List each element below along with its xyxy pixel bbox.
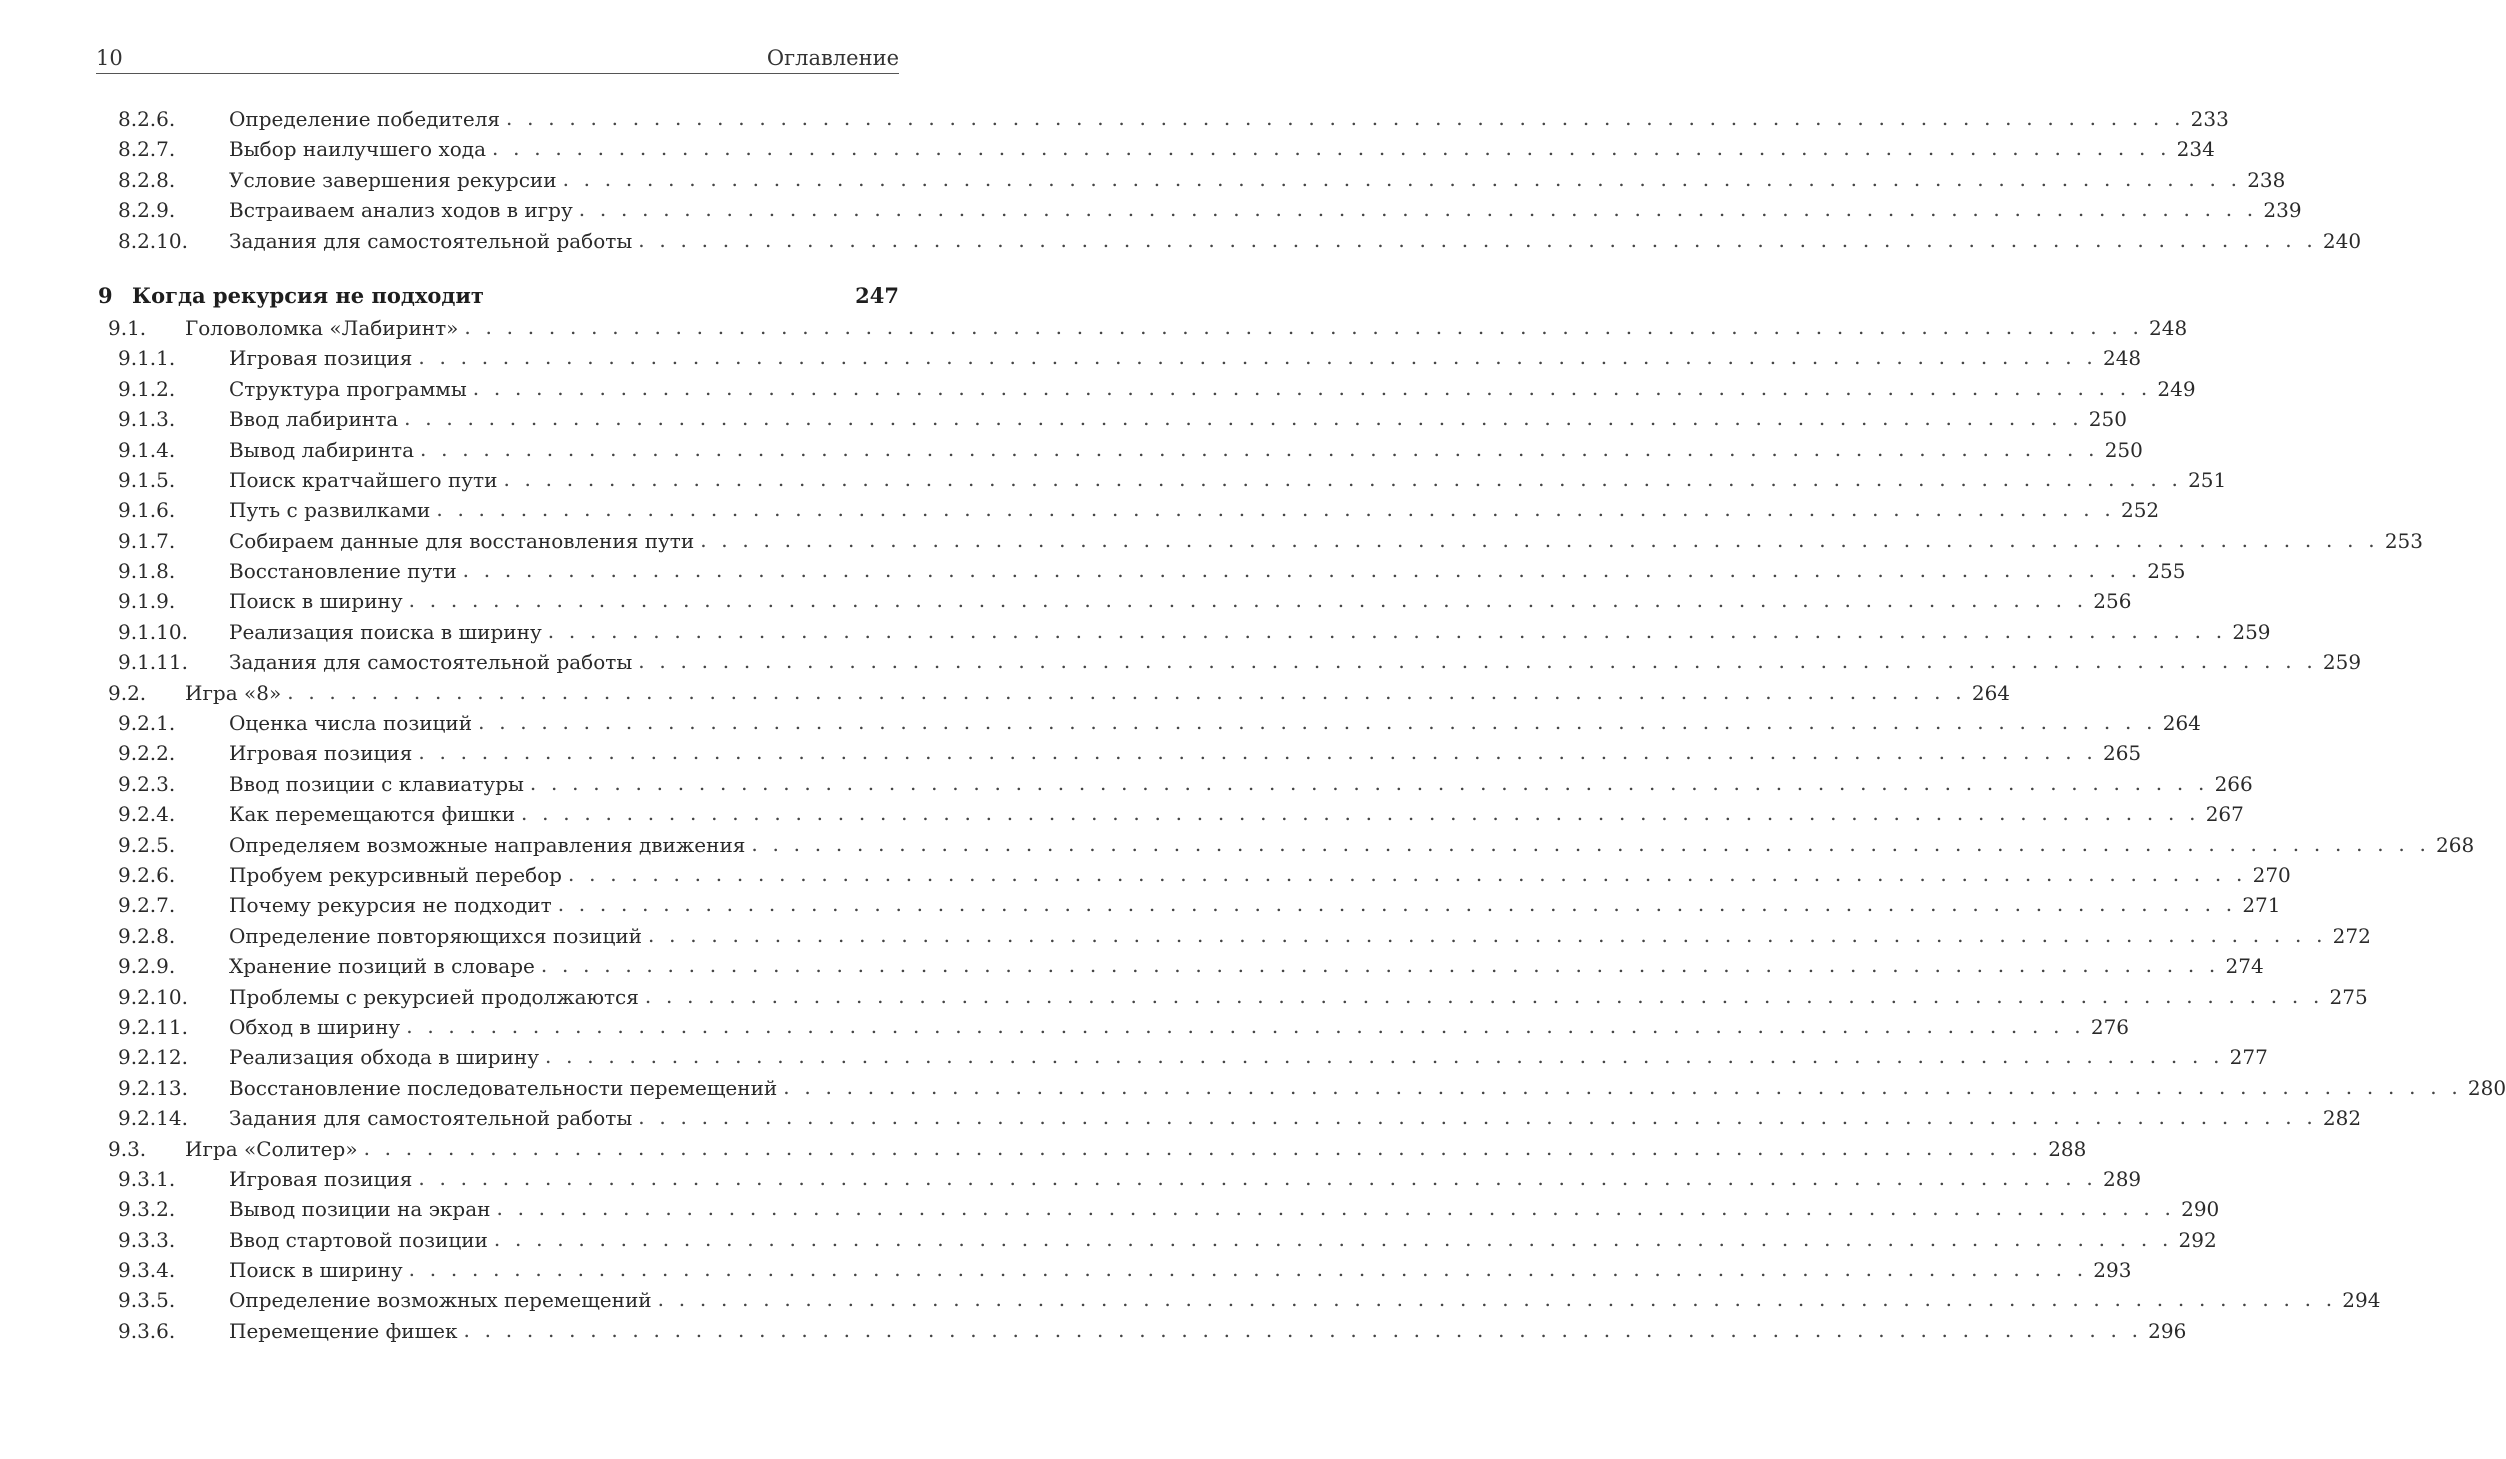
toc-subsection-entry[interactable] <box>96 1285 2381 1315</box>
entry-number: 9.2. <box>108 680 147 705</box>
entry-title: Игровая позиция <box>229 741 413 766</box>
toc-subsection-entry[interactable] <box>96 890 2281 920</box>
entry-number: 9.1.3. <box>118 407 176 432</box>
entry-page: 239 <box>2263 198 2302 223</box>
entry-number: 8.2.8. <box>118 167 176 192</box>
entry-title: Игра «Солитер» <box>185 1136 358 1161</box>
toc-subsection-entry[interactable] <box>96 860 2291 890</box>
toc-subsection-entry[interactable] <box>96 830 2475 860</box>
entry-page: 248 <box>2149 315 2188 340</box>
entry-number: 9.2.2. <box>118 741 176 766</box>
entry-title: Почему рекурсия не подходит <box>229 893 552 918</box>
toc-subsection-entry[interactable] <box>96 982 2368 1012</box>
chapter-heading[interactable] <box>96 279 899 313</box>
entry-page: 238 <box>2247 167 2286 192</box>
entry-title: Реализация обхода в ширину <box>229 1045 540 1070</box>
entry-number: 9.1.10. <box>118 619 188 644</box>
entry-title: Игра «8» <box>185 680 282 705</box>
entry-title: Структура программы <box>229 376 467 401</box>
dot-leader <box>409 585 2088 615</box>
entry-page: 288 <box>2048 1136 2087 1161</box>
header-rule <box>96 73 899 74</box>
entry-title: Вывод позиции на экран <box>229 1197 491 1222</box>
dot-leader <box>548 616 2227 646</box>
entry-page: 240 <box>2322 228 2362 253</box>
entry-page: 296 <box>2148 1318 2187 1343</box>
entry-page: 250 <box>2104 437 2143 462</box>
dot-leader <box>541 950 2220 980</box>
entry-page: 294 <box>2342 1288 2381 1313</box>
dot-leader <box>521 798 2200 828</box>
entry-number: 9.2.3. <box>118 771 176 796</box>
entry-title: Головоломка «Лабиринт» <box>185 315 459 340</box>
toc-subsection-entry[interactable] <box>96 556 2186 586</box>
entry-page: 250 <box>2088 407 2127 432</box>
toc-subsection-entry[interactable] <box>96 374 2196 404</box>
entry-page: 290 <box>2181 1197 2220 1222</box>
toc-subsection-entry[interactable] <box>96 799 2244 829</box>
entry-title: Игровая позиция <box>229 1166 413 1191</box>
dot-leader <box>364 1133 2043 1163</box>
entry-title: Игровая позиция <box>229 346 413 371</box>
dot-leader <box>506 103 2185 133</box>
toc-subsection-entry[interactable] <box>96 921 2371 951</box>
entry-number: 8.2.10. <box>118 228 188 253</box>
running-head <box>96 38 899 70</box>
toc-subsection-entry[interactable] <box>96 1103 2362 1133</box>
entry-title: Поиск кратчайшего пути <box>229 467 498 492</box>
dot-leader <box>530 768 2209 798</box>
toc-subsection-entry[interactable] <box>96 951 2264 981</box>
entry-number: 9.1.7. <box>118 528 176 553</box>
entry-title: Вывод лабиринта <box>229 437 415 462</box>
entry-number: 9.1. <box>108 315 147 340</box>
entry-number: 9.3.5. <box>118 1288 176 1313</box>
entry-title: Поиск в ширину <box>229 589 403 614</box>
entry-page: 289 <box>2102 1166 2142 1191</box>
book-page <box>96 38 2506 1346</box>
entry-title: Задания для самостоятельной работы <box>229 1106 633 1131</box>
entry-number: 9.3.2. <box>118 1197 176 1222</box>
entry-page: 249 <box>2157 376 2196 401</box>
entry-number: 9.3.6. <box>118 1318 176 1343</box>
dot-leader <box>287 677 1966 707</box>
dot-leader <box>783 1072 2462 1102</box>
entry-number: 9.1.11. <box>118 650 188 675</box>
entry-title: Как перемещаются фишки <box>229 802 516 827</box>
dot-leader <box>638 1102 2317 1132</box>
toc-section-entry[interactable] <box>96 313 2188 343</box>
entry-page: 259 <box>2232 619 2271 644</box>
dot-leader <box>579 194 2258 224</box>
dot-leader <box>420 434 2099 464</box>
entry-title: Путь с развилками <box>229 498 431 523</box>
entry-page: 255 <box>2147 559 2186 584</box>
toc-subsection-entry[interactable] <box>96 195 2302 225</box>
section-title: Оглавление <box>766 46 899 70</box>
entry-page: 253 <box>2384 528 2424 553</box>
entry-number: 9.2.1. <box>118 711 176 736</box>
entry-number: 9.2.4. <box>118 802 176 827</box>
toc-subsection-entry[interactable] <box>96 495 2160 525</box>
dot-leader <box>645 981 2324 1011</box>
entry-page: 280 <box>2467 1075 2506 1100</box>
toc-section-entry[interactable] <box>96 678 2011 708</box>
entry-page: 251 <box>2188 467 2227 492</box>
entry-number: 8.2.7. <box>118 137 176 162</box>
entry-page: 293 <box>2093 1258 2132 1283</box>
toc-subsection-entry[interactable] <box>96 1316 2187 1346</box>
toc-subsection-entry[interactable] <box>96 647 2362 677</box>
entry-number: 9.2.10. <box>118 984 188 1009</box>
entry-page: 267 <box>2205 802 2244 827</box>
entry-number: 9.1.9. <box>118 589 176 614</box>
dot-leader <box>700 525 2379 555</box>
entry-number: 9.2.14. <box>118 1106 188 1131</box>
entry-number: 9.1.5. <box>118 467 176 492</box>
entry-number: 9.1.1. <box>118 346 176 371</box>
dot-leader <box>464 312 2143 342</box>
toc-subsection-entry[interactable] <box>96 1225 2217 1255</box>
entry-page: 277 <box>2229 1045 2268 1070</box>
dot-leader <box>463 555 2142 585</box>
entry-page: 275 <box>2329 984 2368 1009</box>
dot-leader <box>409 1254 2088 1284</box>
entry-number: 9.2.8. <box>118 923 176 948</box>
entry-number: 8.2.9. <box>118 198 176 223</box>
toc-subsection-entry[interactable] <box>96 1073 2506 1103</box>
toc-subsection-entry[interactable] <box>96 1164 2142 1194</box>
page-number: 10 <box>96 46 123 70</box>
entry-number: 9.3.4. <box>118 1258 176 1283</box>
toc-section-entry[interactable] <box>96 1134 2087 1164</box>
toc-subsection-entry[interactable] <box>96 134 2215 164</box>
entry-title: Задания для самостоятельной работы <box>229 228 633 253</box>
entry-title: Ввод позиции с клавиатуры <box>229 771 524 796</box>
dot-leader <box>436 494 2115 524</box>
dot-leader <box>558 889 2237 919</box>
dot-leader <box>406 1011 2085 1041</box>
entry-title: Восстановление последовательности перемещений <box>229 1075 778 1100</box>
entry-page: 270 <box>2252 862 2291 887</box>
dot-leader <box>563 164 2242 194</box>
entry-number: 9.1.4. <box>118 437 176 462</box>
entry-title: Определение повторяющихся позиций <box>229 923 642 948</box>
entry-page: 264 <box>1971 680 2011 705</box>
dot-leader <box>648 920 2327 950</box>
toc-subsection-entry[interactable] <box>96 708 2201 738</box>
toc-subsection-entry[interactable] <box>96 526 2424 556</box>
entry-page: 271 <box>2242 893 2281 918</box>
entry-page: 274 <box>2225 954 2264 979</box>
toc-subsection-entry[interactable] <box>96 226 2362 256</box>
dot-leader <box>503 464 2182 494</box>
entry-title: Ввод стартовой позиции <box>229 1227 488 1252</box>
entry-page: 292 <box>2178 1227 2217 1252</box>
entry-title: Реализация поиска в ширину <box>229 619 542 644</box>
dot-leader <box>404 403 2083 433</box>
dot-leader <box>418 342 2097 372</box>
entry-title: Определение победителя <box>229 107 501 131</box>
chapter-page: 247 <box>855 282 899 308</box>
entry-title: Перемещение фишек <box>229 1318 458 1343</box>
toc-subsection-entry[interactable] <box>96 404 2127 434</box>
entry-title: Встраиваем анализ ходов в игру <box>229 198 573 223</box>
dot-leader <box>568 859 2247 889</box>
dot-leader <box>496 1193 2175 1223</box>
dot-leader <box>473 373 2152 403</box>
entry-title: Определяем возможные направления движения <box>229 832 746 857</box>
dot-leader <box>658 1284 2337 1314</box>
chapter-number: 9 <box>98 282 113 308</box>
entry-page: 276 <box>2090 1014 2130 1039</box>
entry-number: 9.1.6. <box>118 498 176 523</box>
toc-subsection-entry[interactable] <box>96 1042 2268 1072</box>
entry-title: Выбор наилучшего хода <box>229 137 487 162</box>
dot-leader <box>638 646 2317 676</box>
entry-number: 9.3. <box>108 1136 147 1161</box>
entry-page: 266 <box>2214 771 2253 796</box>
entry-number: 9.2.12. <box>118 1045 188 1070</box>
entry-page: 248 <box>2102 346 2142 371</box>
dot-leader <box>478 707 2157 737</box>
entry-page: 282 <box>2322 1106 2362 1131</box>
entry-page: 252 <box>2120 498 2160 523</box>
dot-leader <box>545 1041 2224 1071</box>
toc-subsection-entry[interactable] <box>96 465 2227 495</box>
toc-subsection-entry[interactable] <box>96 769 2253 799</box>
entry-number: 9.1.2. <box>118 376 176 401</box>
entry-number: 9.2.7. <box>118 893 176 918</box>
entry-title: Задания для самостоятельной работы <box>229 650 633 675</box>
entry-title: Обход в ширину <box>229 1014 401 1039</box>
entry-title: Условие завершения рекурсии <box>229 167 557 192</box>
entry-page: 268 <box>2436 832 2475 857</box>
toc-subsection-entry[interactable] <box>96 343 2142 373</box>
entry-number: 9.2.5. <box>118 832 176 857</box>
toc-chapter-entries <box>96 313 2506 1346</box>
entry-title: Восстановление пути <box>229 559 457 584</box>
entry-number: 9.2.9. <box>118 954 176 979</box>
toc-subsection-entry[interactable] <box>96 1255 2132 1285</box>
entry-title: Поиск в ширину <box>229 1258 403 1283</box>
toc-subsection-entry[interactable] <box>96 1194 2220 1224</box>
dot-leader <box>418 737 2097 767</box>
toc-subsection-entry[interactable] <box>96 104 2229 134</box>
entry-number: 9.2.6. <box>118 862 176 887</box>
dot-leader <box>492 133 2171 163</box>
entry-number: 8.2.6. <box>118 107 176 131</box>
chapter-title: Когда рекурсия не подходит <box>132 282 484 308</box>
entry-page: 264 <box>2162 711 2201 736</box>
toc-subsection-entry[interactable] <box>96 165 2286 195</box>
entry-title: Пробуем рекурсивный перебор <box>229 862 562 887</box>
toc-subsection-entry[interactable] <box>96 1012 2130 1042</box>
dot-leader <box>494 1224 2173 1254</box>
dot-leader <box>464 1315 2143 1345</box>
entry-page: 265 <box>2102 741 2142 766</box>
entry-number: 9.3.1. <box>118 1166 176 1191</box>
dot-leader <box>638 225 2317 255</box>
entry-page: 256 <box>2093 589 2132 614</box>
entry-title: Оценка числа позиций <box>229 711 473 736</box>
entry-number: 9.2.13. <box>118 1075 188 1100</box>
dot-leader <box>418 1163 2097 1193</box>
entry-title: Определение возможных перемещений <box>229 1288 652 1313</box>
toc-subsection-entry[interactable] <box>96 738 2142 768</box>
toc-subsection-entry[interactable] <box>96 617 2271 647</box>
entry-page: 234 <box>2176 137 2215 162</box>
entry-title: Проблемы с рекурсией продолжаются <box>229 984 639 1009</box>
toc-subsection-entry[interactable] <box>96 586 2132 616</box>
entry-number: 9.1.8. <box>118 559 176 584</box>
entry-title: Ввод лабиринта <box>229 407 399 432</box>
entry-page: 233 <box>2190 107 2229 131</box>
entry-number: 9.2.11. <box>118 1014 188 1039</box>
entry-page: 259 <box>2322 650 2362 675</box>
entry-number: 9.3.3. <box>118 1227 176 1252</box>
entry-title: Хранение позиций в словаре <box>229 954 535 979</box>
toc-top-entries <box>96 104 2362 256</box>
entry-page: 272 <box>2332 923 2371 948</box>
table-of-contents <box>96 104 2506 1346</box>
toc-subsection-entry[interactable] <box>96 435 2143 465</box>
dot-leader <box>751 829 2430 859</box>
entry-title: Собираем данные для восстановления пути <box>229 528 695 553</box>
